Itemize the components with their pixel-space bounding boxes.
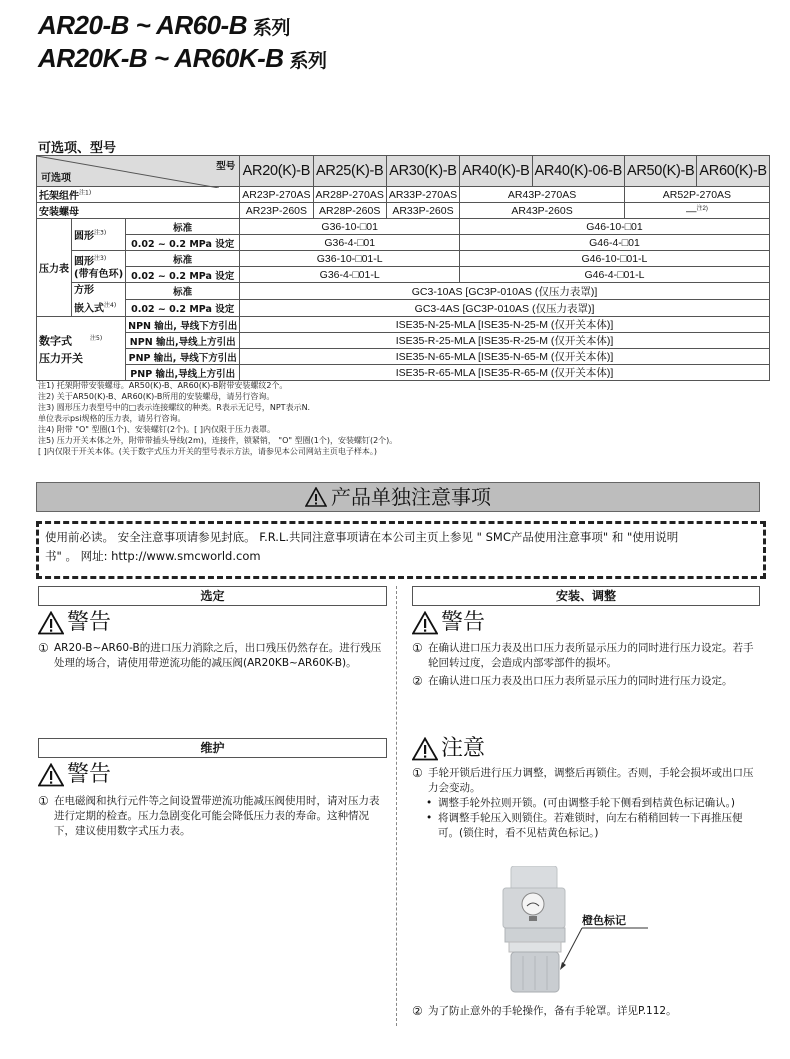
switch-type: PNP 输出, 导线下方引出 (126, 349, 240, 365)
table-cell: AR28P-260S (313, 203, 386, 219)
switch-label2: 压力开关 (39, 352, 83, 366)
gauge-standard: 标准 (126, 219, 240, 235)
item-number: ① (38, 641, 49, 655)
note-ref: 注1) (79, 189, 92, 197)
dash-value: — (685, 205, 697, 218)
title-model-range: AR20-B ~ AR60-B (38, 10, 247, 40)
warning-title: 警告 (67, 610, 112, 635)
table-row-bracket (37, 187, 770, 203)
item-number: ① (412, 766, 423, 780)
table-cell: G46-10-□01-L (460, 251, 770, 267)
bullet-icon: • (426, 812, 433, 824)
model-header: AR40(K)-B (460, 156, 532, 187)
item-text: AR20-B~AR60-B的进口压力消除之后，出口残压仍然存在。进行残压处理的场合，请使用带逆流功能的减压阀(AR20KB~AR60K-B)。 (54, 642, 382, 669)
note-ref: 注5) (90, 334, 103, 342)
table-row-switch (37, 333, 770, 349)
table-cell: GC3-4AS [GC3P-010AS (仅压力表罩)] (240, 300, 770, 317)
footnote: 注3) 圆形压力表型号中的□表示连接螺纹的种类。R表示无记号，NPT表示N. (38, 403, 311, 412)
table-cell: ISE35-R-25-MLA [ISE35-R-25-M (仅开关本体)] (240, 333, 770, 349)
warning-item (412, 641, 757, 671)
precautions-banner (36, 482, 760, 512)
table-cell: G46-10-□01 (460, 219, 770, 235)
footnote: 注5) 压力开关本体之外，附带带插头导线(2m)，连接件，锁紧销， "O" 型圈(1个)，安装螺钉(2个)。 (38, 436, 398, 445)
section-header-install: 安装、调整 (412, 586, 760, 606)
warning-heading (412, 610, 485, 636)
warning-triangle-icon (412, 611, 438, 635)
switch-type: NPN 输出, 导线下方引出 (126, 317, 240, 333)
table-cell: ISE35-N-25-MLA [ISE35-N-25-M (仅开关本体)] (240, 317, 770, 333)
row-label: 安装螺母 (37, 203, 240, 219)
table-row-nut (37, 203, 770, 219)
table-row-gauge (37, 235, 770, 251)
notice-line1: 使用前必读。 安全注意事项请参见封底。 F.R.L.共同注意事项请在本公司主页上参见 " SMC产品使用注意事项" 和 "使用说明 (45, 530, 679, 544)
selection-warnings (38, 641, 383, 671)
footnote: 单位表示psi规格的压力表，请另行咨询。 (38, 414, 186, 423)
note-ref: 注3) (94, 229, 107, 237)
model-header: AR40(K)-06-B (532, 156, 624, 187)
table-cell: AR33P-260S (386, 203, 459, 219)
bracket-label: 托架组件 (39, 191, 79, 202)
model-header: AR20(K)-B (240, 156, 313, 187)
model-header: AR30(K)-B (386, 156, 459, 187)
switch-label1: 数字式 (39, 334, 72, 348)
title-model-range-k: AR20K-B ~ AR60K-B (38, 43, 284, 73)
warning-title: 警告 (441, 610, 486, 635)
table-cell: AR28P-270AS (313, 187, 386, 203)
table-cell: AR23P-260S (240, 203, 313, 219)
warning-item (38, 641, 383, 671)
model-header: AR60(K)-B (697, 156, 769, 187)
gauge-round-label (72, 219, 126, 251)
corner-option-label: 可选项 (41, 173, 71, 184)
row-label (37, 187, 240, 203)
banner-title: 产品单独注意事项 (331, 485, 491, 509)
table-cell: G36-4-□01 (240, 235, 460, 251)
caution-item (412, 1004, 757, 1019)
table-cell: AR43P-270AS (460, 187, 625, 203)
page-title-line2 (38, 43, 327, 74)
table-cell: G46-4-□01-L (460, 267, 770, 283)
note-ref: 注2) (696, 206, 708, 213)
item-text: 在电磁阀和执行元件等之间设置带逆流功能减压阀使用时，请对压力表进行定期的检查。压力急剧变化可能会降低压力表的寿命。这种情况下，建议使用数字式压力表。 (54, 795, 380, 837)
caution-items (412, 766, 757, 841)
title-series-suffix: 系列 (289, 50, 327, 72)
corner-model-label: 型号 (216, 161, 236, 172)
caution-item-2 (412, 1004, 757, 1019)
item-text: 在确认进口压力表及出口压力表所显示压力的同时进行压力设定。若手轮回转过度，会造成内部零部件的损坏。 (428, 642, 754, 669)
table-row-gauge (37, 251, 770, 267)
table-cell: G36-10-□01 (240, 219, 460, 235)
caution-title: 注意 (441, 736, 486, 761)
square-label2: 嵌入式 (74, 303, 104, 315)
table-cell: AR23P-270AS (240, 187, 313, 203)
orange-mark-callout: 橙色标记 (582, 914, 626, 927)
warning-triangle-icon (412, 737, 438, 761)
note-ref: 注4) (104, 302, 117, 309)
footnote: [ ]内仅限于开关本体。(关于数字式压力开关的型号表示方法，请参见本公司网站主页电子样本。) (38, 447, 378, 456)
warning-triangle-icon (38, 611, 64, 635)
round-color-label: 圆形 (74, 256, 94, 268)
footnotes (38, 380, 397, 457)
footnote: 注2) 关于AR50(K)-B、AR60(K)-B所用的安装螺母，请另行咨询。 (38, 392, 275, 401)
caution-bullet (412, 796, 757, 811)
switch-type: PNP 输出,导线上方引出 (126, 365, 240, 381)
caution-item (412, 766, 757, 796)
item-number: ② (412, 674, 423, 688)
gauge-standard: 标准 (126, 251, 240, 267)
footnote: 注4) 附带 "O" 型圈(1个)、安装螺钉(2个)。[ ]内仅限于压力表罩。 (38, 425, 275, 434)
callout-leader-line (560, 922, 650, 972)
item-text: 为了防止意外的手轮操作，备有手轮罩。详见P.112。 (428, 1005, 677, 1017)
install-warnings (412, 641, 757, 689)
gauge-setting: 0.02 ~ 0.2 MPa 设定 (126, 267, 240, 283)
item-text: 在确认进口压力表及出口压力表所显示压力的同时进行压力设定。 (428, 675, 733, 687)
gauge-setting: 0.02 ~ 0.2 MPa 设定 (126, 235, 240, 251)
warning-item (38, 794, 383, 839)
options-table (36, 155, 770, 381)
table-cell: AR33P-270AS (386, 187, 459, 203)
gauge-square-label (72, 283, 126, 317)
maintenance-warnings (38, 794, 383, 839)
model-header: AR50(K)-B (625, 156, 697, 187)
warning-triangle-icon (38, 763, 64, 787)
table-row-gauge (37, 283, 770, 300)
switch-group-label (37, 317, 126, 381)
read-before-use-notice (36, 521, 766, 579)
item-number: ② (412, 1004, 423, 1018)
table-cell: G36-10-□01-L (240, 251, 460, 267)
page-title-line1 (38, 10, 290, 41)
table-cell (625, 203, 770, 219)
gauge-round-color-label (72, 251, 126, 283)
note-ref: 注3) (94, 254, 107, 262)
warning-heading (38, 610, 111, 636)
table-corner-cell (37, 156, 240, 187)
table-cell: GC3-10AS [GC3P-010AS (仅压力表罩)] (240, 283, 770, 300)
table-cell: ISE35-R-65-MLA [ISE35-R-65-M (仅开关本体)] (240, 365, 770, 381)
bullet-text: 将调整手轮压入则锁住。若难锁时，向左右稍稍回转一下再推压便可。(锁住时，看不见桔黄色标记。) (438, 812, 743, 839)
table-row-gauge (37, 219, 770, 235)
caution-bullet (412, 811, 757, 841)
table-row-switch (37, 317, 770, 333)
switch-type: NPN 输出,导线上方引出 (126, 333, 240, 349)
table-row-gauge (37, 267, 770, 283)
notice-line2[interactable]: 书" 。 网址: http://www.smcworld.com (45, 549, 261, 563)
warning-triangle-icon (305, 487, 327, 507)
item-number: ① (38, 794, 49, 808)
table-row-switch (37, 349, 770, 365)
column-divider (396, 586, 397, 1026)
table-cell: AR52P-270AS (625, 187, 770, 203)
round-label: 圆形 (74, 231, 94, 242)
round-color-label2: (带有色环) (74, 269, 124, 281)
table-cell: G46-4-□01 (460, 235, 770, 251)
bullet-text: 调整手轮外拉则开锁。(可由调整手轮下侧看到桔黄色标记确认。) (438, 797, 735, 809)
item-text: 手轮开锁后进行压力调整，调整后再锁住。否则，手轮会损坏或出口压力会变动。 (428, 767, 754, 794)
gauge-group-label: 压力表 (37, 219, 72, 317)
table-row-gauge (37, 300, 770, 317)
bullet-icon: • (426, 797, 433, 809)
table-cell: ISE35-N-65-MLA [ISE35-N-65-M (仅开关本体)] (240, 349, 770, 365)
caution-heading (412, 736, 485, 762)
table-cell: AR43P-260S (460, 203, 625, 219)
section-header-selection: 选定 (38, 586, 387, 606)
section-header-maintenance: 维护 (38, 738, 387, 758)
gauge-standard: 标准 (126, 283, 240, 300)
warning-title: 警告 (67, 762, 112, 787)
gauge-setting: 0.02 ~ 0.2 MPa 设定 (126, 300, 240, 317)
table-cell: G36-4-□01-L (240, 267, 460, 283)
title-series-suffix: 系列 (252, 17, 290, 39)
warning-heading (38, 762, 111, 788)
warning-item (412, 674, 757, 689)
footnote: 注1) 托架附带安装螺母。AR50(K)-B、AR60(K)-B附带安装螺纹2个。 (38, 381, 288, 390)
model-header: AR25(K)-B (313, 156, 386, 187)
table-row-switch (37, 365, 770, 381)
square-label: 方形 (74, 285, 94, 296)
options-section-label: 可选项、型号 (38, 141, 117, 156)
item-number: ① (412, 641, 423, 655)
table-header-row (37, 156, 770, 187)
